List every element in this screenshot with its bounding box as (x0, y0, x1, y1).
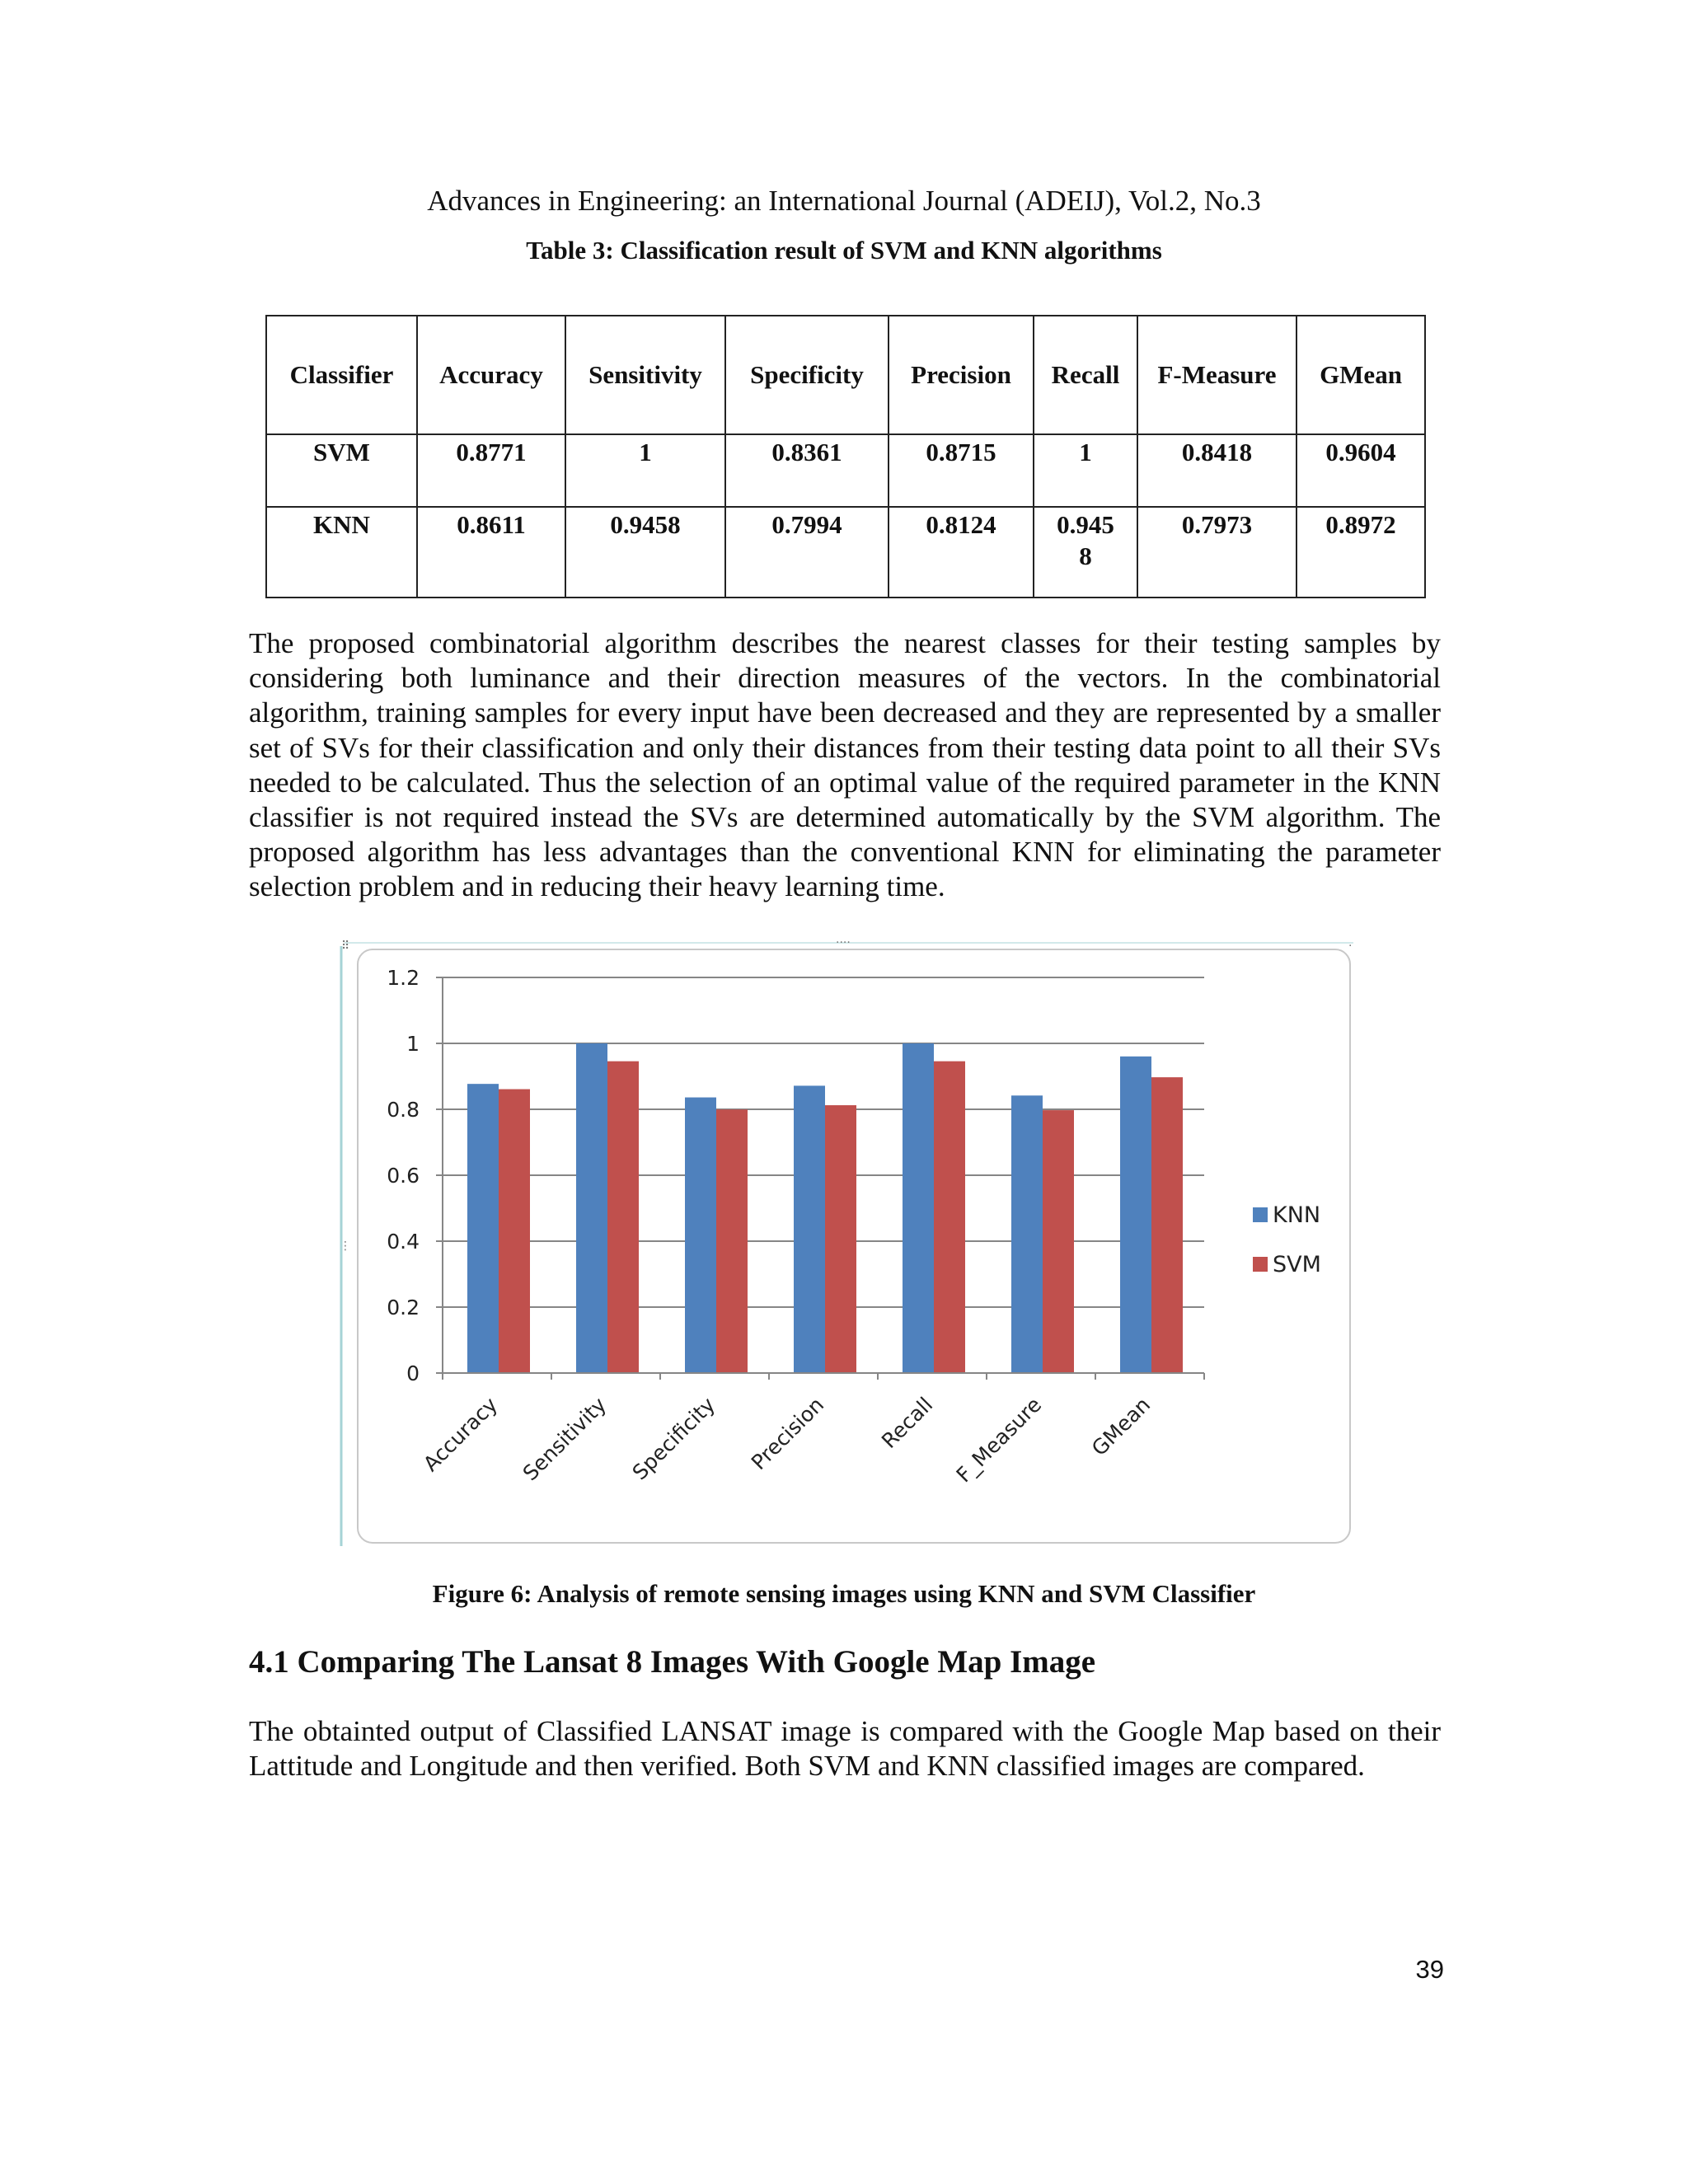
x-tick-label: Recall (876, 1392, 938, 1453)
header-classifier: Classifier (266, 316, 417, 434)
table-cell: 0.8771 (417, 434, 565, 507)
journal-header: Advances in Engineering: an International Journal (ADEIJ), Vol.2, No.3 (427, 185, 1261, 217)
legend-swatch-svm (1253, 1257, 1268, 1272)
resize-handle-icon[interactable]: ⋮ (340, 1240, 351, 1253)
bar-knn (794, 1085, 825, 1373)
x-tick-label: F_Measure (951, 1392, 1047, 1488)
table-cell: KNN (266, 507, 417, 598)
results-table (265, 315, 1426, 598)
figure-caption: Figure 6: Analysis of remote sensing images using KNN and SVM Classifier (432, 1579, 1256, 1608)
body-paragraph: The proposed combinatorial algorithm describes the nearest classes for their testing samples by considering both luminance and their direction measures of the vectors. In the combinatorial algorithm, training samples for every input have been decreased and they are represented by a smaller set of SVs for their classification and only their distances from their testing data point to all their SVs needed to be calculated. Thus the selection of an optimal value of the required parameter in the KNN classifier is not required instead the SVs are determined automatically by the SVM algorithm. The proposed algorithm has less advantages than the conventional KNN for eliminating the parameter selection problem and in reducing their heavy learning time. (249, 627, 1441, 903)
header-sensitivity: Sensitivity (565, 316, 725, 434)
table-cell: 0.9604 (1296, 434, 1425, 507)
y-tick-label: 0.2 (387, 1296, 420, 1319)
table-cell: 0.945 8 (1034, 507, 1137, 598)
bar-knn (576, 1043, 607, 1373)
resize-handle-icon[interactable]: ···· (836, 940, 851, 949)
table-cell: 0.7994 (725, 507, 889, 598)
legend-label-svm: SVM (1273, 1252, 1321, 1277)
x-tick-label: GMean (1086, 1392, 1156, 1461)
table-row (266, 434, 1425, 507)
bar-knn (903, 1043, 934, 1373)
bar-svm (499, 1090, 530, 1373)
bar-knn (685, 1098, 716, 1373)
y-tick-label: 0.4 (387, 1230, 420, 1254)
table-cell: 1 (1034, 434, 1137, 507)
table-cell: 0.8715 (889, 434, 1034, 507)
x-tick-label: Sensitivity (518, 1392, 612, 1486)
resize-handle-icon[interactable]: ⠿ (341, 940, 350, 953)
header-gmean: GMean (1296, 316, 1425, 434)
y-tick-label: 0.8 (387, 1098, 420, 1122)
bar-svm (607, 1062, 639, 1373)
section-heading: 4.1 Comparing The Lansat 8 Images With Google Map Image (249, 1644, 1096, 1680)
bar-svm (1151, 1077, 1183, 1373)
table-cell: 1 (565, 434, 725, 507)
body-paragraph: The obtainted output of Classified LANSAT image is compared with the Google Map based on their Lattitude and Longitude and then verified. Both SVM and KNN classified images are compared. (249, 1715, 1441, 1783)
table-cell: 0.7973 (1137, 507, 1296, 598)
bar-svm (934, 1062, 965, 1373)
header-f-measure: F-Measure (1137, 316, 1296, 434)
bar-chart-svg (338, 940, 1357, 1549)
table-row (266, 507, 1425, 598)
bar-svm (825, 1105, 856, 1373)
table-cell: 0.8124 (889, 507, 1034, 598)
table-header-row (266, 316, 1425, 434)
x-tick-label: Accuracy (419, 1392, 503, 1476)
x-tick-label: Precision (746, 1392, 829, 1475)
x-tick-label: Specificity (627, 1392, 720, 1485)
table-caption: Table 3: Classification result of SVM and KNN algorithms (526, 236, 1162, 265)
y-tick-label: 0.6 (387, 1164, 420, 1188)
y-tick-label: 1.2 (387, 966, 420, 990)
y-tick-label: 0 (406, 1361, 420, 1385)
table-cell: 0.8972 (1296, 507, 1425, 598)
table-cell: 0.8418 (1137, 434, 1296, 507)
table-cell: 0.8611 (417, 507, 565, 598)
bar-knn (467, 1084, 499, 1373)
resize-handle-icon[interactable]: · (1348, 940, 1353, 953)
table-cell: 0.8361 (725, 434, 889, 507)
legend-swatch-knn (1253, 1207, 1268, 1222)
bar-chart (338, 940, 1357, 1549)
y-tick-label: 1 (406, 1032, 420, 1056)
legend-label-knn: KNN (1273, 1202, 1321, 1228)
table-cell: 0.9458 (565, 507, 725, 598)
table-cell: SVM (266, 434, 417, 507)
header-specificity: Specificity (725, 316, 889, 434)
header-accuracy: Accuracy (417, 316, 565, 434)
page-number: 39 (1415, 1955, 1444, 1984)
header-recall: Recall (1034, 316, 1137, 434)
bar-knn (1120, 1057, 1151, 1373)
header-precision: Precision (889, 316, 1034, 434)
bar-knn (1011, 1095, 1043, 1373)
bar-svm (716, 1109, 748, 1373)
bar-svm (1043, 1110, 1074, 1373)
